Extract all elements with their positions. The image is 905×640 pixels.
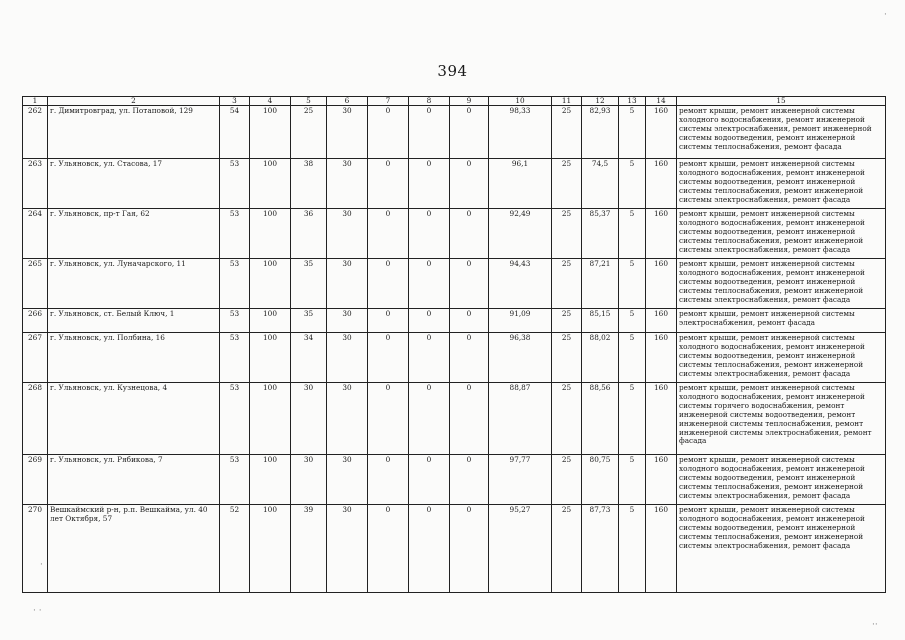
- repair-works: ремонт крыши, ремонт инженерной системы холодного водоснабжения, ремонт инженерной системы водоотведения, ремонт инженерной системы теплоснабжения, ремонт инженерной системы электроснабжения, ремонт фасада: [677, 505, 886, 593]
- cell-col-10: 91,09: [489, 309, 552, 333]
- table-row: [23, 383, 886, 455]
- cell-col-3: 53: [220, 309, 250, 333]
- address: Вешкаймский р-н, р.п. Вешкайма, ул. 40 лет Октября, 57: [48, 505, 220, 593]
- cell-col-4: 100: [250, 455, 291, 505]
- cell-col-3: 53: [220, 333, 250, 383]
- cell-col-12: 85,15: [582, 309, 619, 333]
- cell-col-7: 0: [368, 159, 409, 209]
- cell-col-11: 25: [552, 383, 582, 455]
- header-cell: 3: [220, 97, 250, 106]
- cell-col-10: 94,43: [489, 259, 552, 309]
- cell-col-5: 25: [291, 106, 327, 159]
- cell-col-9: 0: [450, 505, 489, 593]
- cell-col-8: 0: [409, 383, 450, 455]
- repair-works: ремонт крыши, ремонт инженерной системы холодного водоснабжения, ремонт инженерной системы электроснабжения, ремонт инженерной системы водоотведения, ремонт инженерной системы теплоснабжения, ремонт фасада: [677, 106, 886, 159]
- cell-col-10: 96,38: [489, 333, 552, 383]
- scan-mark: ·: [884, 10, 887, 20]
- cell-col-8: 0: [409, 455, 450, 505]
- cell-col-5: 35: [291, 309, 327, 333]
- repair-works: ремонт крыши, ремонт инженерной системы холодного водоснабжения, ремонт инженерной системы водоотведения, ремонт инженерной системы теплоснабжения, ремонт инженерной системы электроснабжения, ремонт фасада: [677, 333, 886, 383]
- cell-col-13: 5: [619, 159, 646, 209]
- header-cell: 15: [677, 97, 886, 106]
- header-cell: 5: [291, 97, 327, 106]
- repair-works: ремонт крыши, ремонт инженерной системы холодного водоснабжения, ремонт инженерной системы горячего водоснабжения, ремонт инженерной системы водоотведения, ремонт инженерной системы теплоснабжения, ремонт инженерной системы электроснабжения, ремонт фасада: [677, 383, 886, 455]
- cell-col-12: 88,02: [582, 333, 619, 383]
- cell-col-6: 30: [327, 159, 368, 209]
- cell-col-6: 30: [327, 383, 368, 455]
- cell-col-7: 0: [368, 309, 409, 333]
- cell-col-14: 160: [646, 259, 677, 309]
- cell-col-4: 100: [250, 209, 291, 259]
- header-cell: 12: [582, 97, 619, 106]
- table-row: [23, 333, 886, 383]
- cell-col-9: 0: [450, 333, 489, 383]
- address: г. Ульяновск, ул. Стасова, 17: [48, 159, 220, 209]
- cell-col-5: 36: [291, 209, 327, 259]
- cell-col-5: 34: [291, 333, 327, 383]
- cell-col-8: 0: [409, 333, 450, 383]
- cell-col-10: 96,1: [489, 159, 552, 209]
- cell-col-12: 87,21: [582, 259, 619, 309]
- cell-col-14: 160: [646, 455, 677, 505]
- cell-col-11: 25: [552, 505, 582, 593]
- cell-col-9: 0: [450, 159, 489, 209]
- cell-col-9: 0: [450, 455, 489, 505]
- cell-col-14: 160: [646, 159, 677, 209]
- cell-col-14: 160: [646, 383, 677, 455]
- repair-works: ремонт крыши, ремонт инженерной системы холодного водоснабжения, ремонт инженерной системы водоотведения, ремонт инженерной системы теплоснабжения, ремонт инженерной системы электроснабжения, ремонт фасада: [677, 259, 886, 309]
- cell-col-5: 30: [291, 383, 327, 455]
- cell-col-10: 97,77: [489, 455, 552, 505]
- cell-col-7: 0: [368, 333, 409, 383]
- cell-col-14: 160: [646, 309, 677, 333]
- row-number: 269: [23, 455, 48, 505]
- address: г. Ульяновск, ст. Белый Ключ, 1: [48, 309, 220, 333]
- cell-col-6: 30: [327, 455, 368, 505]
- table-row: [23, 505, 886, 593]
- cell-col-12: 82,93: [582, 106, 619, 159]
- cell-col-13: 5: [619, 333, 646, 383]
- table-row: [23, 455, 886, 505]
- row-number: 270: [23, 505, 48, 593]
- address: г. Димитровград, ул. Потаповой, 129: [48, 106, 220, 159]
- cell-col-7: 0: [368, 383, 409, 455]
- cell-col-4: 100: [250, 383, 291, 455]
- cell-col-3: 53: [220, 259, 250, 309]
- cell-col-7: 0: [368, 505, 409, 593]
- cell-col-11: 25: [552, 259, 582, 309]
- cell-col-13: 5: [619, 383, 646, 455]
- cell-col-6: 30: [327, 309, 368, 333]
- cell-col-11: 25: [552, 333, 582, 383]
- cell-col-4: 100: [250, 106, 291, 159]
- header-cell: 11: [552, 97, 582, 106]
- header-cell: 6: [327, 97, 368, 106]
- cell-col-8: 0: [409, 309, 450, 333]
- cell-col-9: 0: [450, 383, 489, 455]
- repair-works: ремонт крыши, ремонт инженерной системы холодного водоснабжения, ремонт инженерной системы водоотведения, ремонт инженерной системы теплоснабжения, ремонт инженерной системы электроснабжения, ремонт фасада: [677, 159, 886, 209]
- cell-col-10: 98,33: [489, 106, 552, 159]
- cell-col-4: 100: [250, 309, 291, 333]
- cell-col-9: 0: [450, 106, 489, 159]
- header-cell: 4: [250, 97, 291, 106]
- cell-col-3: 53: [220, 159, 250, 209]
- cell-col-6: 30: [327, 259, 368, 309]
- cell-col-10: 95,27: [489, 505, 552, 593]
- cell-col-9: 0: [450, 309, 489, 333]
- cell-col-13: 5: [619, 309, 646, 333]
- cell-col-11: 25: [552, 209, 582, 259]
- cell-col-8: 0: [409, 259, 450, 309]
- table-row: [23, 259, 886, 309]
- cell-col-5: 39: [291, 505, 327, 593]
- cell-col-6: 30: [327, 505, 368, 593]
- cell-col-14: 160: [646, 106, 677, 159]
- row-number: 265: [23, 259, 48, 309]
- cell-col-8: 0: [409, 505, 450, 593]
- cell-col-6: 30: [327, 106, 368, 159]
- cell-col-8: 0: [409, 159, 450, 209]
- cell-col-8: 0: [409, 106, 450, 159]
- repair-works: ремонт крыши, ремонт инженерной системы холодного водоснабжения, ремонт инженерной системы водоотведения, ремонт инженерной системы теплоснабжения, ремонт инженерной системы электроснабжения, ремонт фасада: [677, 455, 886, 505]
- cell-col-3: 53: [220, 209, 250, 259]
- cell-col-4: 100: [250, 159, 291, 209]
- address: г. Ульяновск, ул. Кузнецова, 4: [48, 383, 220, 455]
- cell-col-10: 88,87: [489, 383, 552, 455]
- cell-col-5: 35: [291, 259, 327, 309]
- cell-col-3: 53: [220, 455, 250, 505]
- cell-col-9: 0: [450, 209, 489, 259]
- address: г. Ульяновск, пр-т Гая, 62: [48, 209, 220, 259]
- address: г. Ульяновск, ул. Рябикова, 7: [48, 455, 220, 505]
- cell-col-4: 100: [250, 333, 291, 383]
- table-row: [23, 106, 886, 159]
- cell-col-7: 0: [368, 259, 409, 309]
- cell-col-6: 30: [327, 209, 368, 259]
- cell-col-5: 38: [291, 159, 327, 209]
- cell-col-4: 100: [250, 259, 291, 309]
- header-row: [23, 97, 886, 106]
- table-row: [23, 209, 886, 259]
- cell-col-12: 80,75: [582, 455, 619, 505]
- cell-col-4: 100: [250, 505, 291, 593]
- housing-repair-table: [22, 96, 886, 593]
- header-cell: 2: [48, 97, 220, 106]
- cell-col-3: 52: [220, 505, 250, 593]
- header-cell: 14: [646, 97, 677, 106]
- cell-col-7: 0: [368, 455, 409, 505]
- table-row: [23, 309, 886, 333]
- cell-col-5: 30: [291, 455, 327, 505]
- header-cell: 1: [23, 97, 48, 106]
- cell-col-11: 25: [552, 455, 582, 505]
- cell-col-3: 54: [220, 106, 250, 159]
- cell-col-8: 0: [409, 209, 450, 259]
- row-number: 263: [23, 159, 48, 209]
- header-cell: 9: [450, 97, 489, 106]
- scan-mark: · ·: [33, 606, 42, 616]
- row-number: 262: [23, 106, 48, 159]
- cell-col-10: 92,49: [489, 209, 552, 259]
- cell-col-11: 25: [552, 309, 582, 333]
- repair-works: ремонт крыши, ремонт инженерной системы электроснабжения, ремонт фасада: [677, 309, 886, 333]
- cell-col-13: 5: [619, 259, 646, 309]
- scan-mark: ··: [872, 620, 878, 630]
- cell-col-14: 160: [646, 209, 677, 259]
- header-cell: 13: [619, 97, 646, 106]
- cell-col-6: 30: [327, 333, 368, 383]
- cell-col-14: 160: [646, 505, 677, 593]
- header-cell: 8: [409, 97, 450, 106]
- header-cell: 7: [368, 97, 409, 106]
- address: г. Ульяновск, ул. Полбина, 16: [48, 333, 220, 383]
- cell-col-12: 88,56: [582, 383, 619, 455]
- row-number: 267: [23, 333, 48, 383]
- row-number: 264: [23, 209, 48, 259]
- header-cell: 10: [489, 97, 552, 106]
- repair-works: ремонт крыши, ремонт инженерной системы холодного водоснабжения, ремонт инженерной системы водоотведения, ремонт инженерной системы теплоснабжения, ремонт инженерной системы электроснабжения, ремонт фасада: [677, 209, 886, 259]
- cell-col-13: 5: [619, 505, 646, 593]
- cell-col-12: 87,73: [582, 505, 619, 593]
- cell-col-12: 85,37: [582, 209, 619, 259]
- cell-col-11: 25: [552, 106, 582, 159]
- table-row: [23, 159, 886, 209]
- cell-col-7: 0: [368, 106, 409, 159]
- row-number: 268: [23, 383, 48, 455]
- address: г. Ульяновск, ул. Луначарского, 11: [48, 259, 220, 309]
- cell-col-12: 74,5: [582, 159, 619, 209]
- cell-col-9: 0: [450, 259, 489, 309]
- cell-col-3: 53: [220, 383, 250, 455]
- cell-col-14: 160: [646, 333, 677, 383]
- cell-col-13: 5: [619, 209, 646, 259]
- cell-col-13: 5: [619, 106, 646, 159]
- page-number: 394: [437, 62, 468, 80]
- cell-col-11: 25: [552, 159, 582, 209]
- cell-col-7: 0: [368, 209, 409, 259]
- scan-mark: ·: [40, 560, 43, 570]
- row-number: 266: [23, 309, 48, 333]
- cell-col-13: 5: [619, 455, 646, 505]
